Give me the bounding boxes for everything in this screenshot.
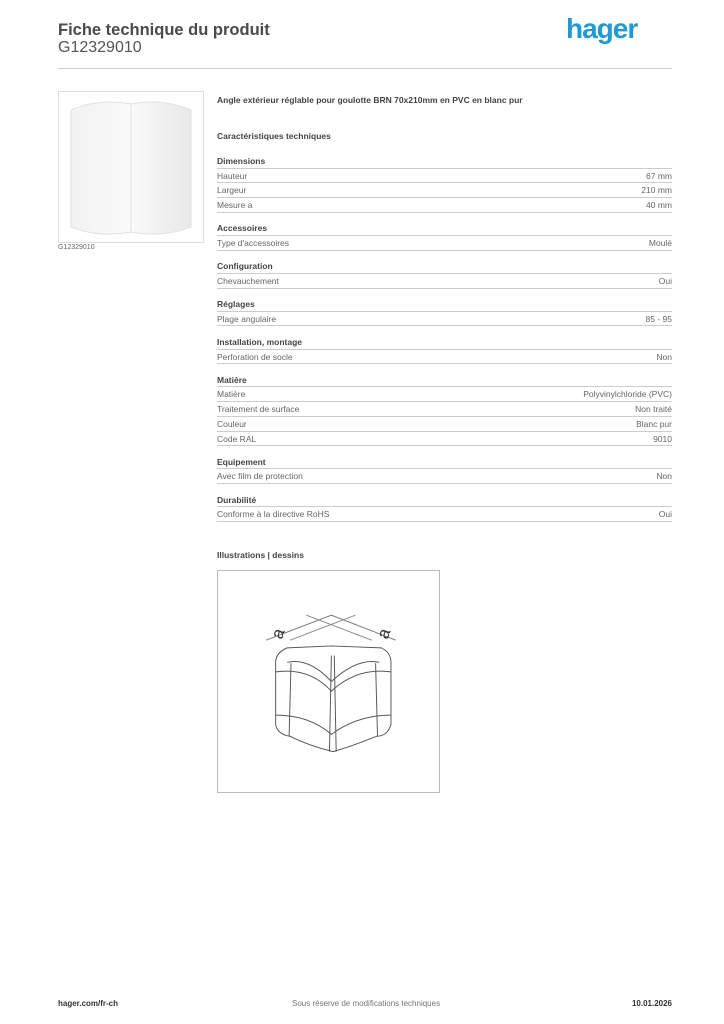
spec-section [217,259,672,288]
spec-value: 85 - 95 [645,313,672,324]
spec-row [217,312,672,327]
product-title: Angle extérieur réglable pour goulotte BRN 70x210mm en PVC en blanc pur [217,95,523,105]
spec-value: Non [656,351,672,362]
section-heading: Installation, montage [217,335,672,350]
spec-value: Non [656,471,672,482]
spec-value: 40 mm [646,200,672,211]
product-code: G12329010 [58,39,142,56]
section-heading: Dimensions [217,154,672,169]
spec-value: 67 mm [646,170,672,181]
spec-row [217,350,672,365]
spec-label: Couleur [217,418,247,429]
header-divider [58,68,672,69]
spec-value: Oui [658,509,672,520]
spec-value: Polyvinylchloride (PVC) [583,389,672,400]
spec-section [217,335,672,364]
spec-value: Non traité [635,404,672,415]
spec-label: Type d'accessoires [217,237,290,248]
section-heading: Accessoires [217,221,672,236]
spec-row [217,432,672,447]
spec-value: Blanc pur [636,418,672,429]
dimension-label-right: a [372,625,395,642]
spec-row [217,387,672,402]
spec-label: Traitement de surface [217,404,300,415]
spec-label: Largeur [217,185,247,196]
spec-row [217,198,672,213]
footer-notice: Sous réserve de modifications techniques [292,999,441,1008]
spec-section [217,297,672,326]
spec-label: Hauteur [217,170,248,181]
spec-value: 210 mm [641,185,672,196]
section-heading: Réglages [217,297,672,312]
spec-label: Code RAL [217,433,257,444]
spec-section [217,455,672,484]
spec-value: 9010 [653,433,672,444]
photo-caption: G12329010 [58,244,95,251]
spec-label: Avec film de protection [217,471,303,482]
spec-label: Mesure a [217,200,253,211]
illustrations-heading: Illustrations | dessins [217,550,304,560]
spec-value: Oui [658,275,672,286]
spec-row [217,236,672,251]
spec-label: Matière [217,389,246,400]
spec-section [217,493,672,522]
section-heading: Matière [217,373,672,388]
footer-website[interactable]: hager.com/fr-ch [58,999,119,1008]
spec-section [217,373,672,446]
spec-row [217,169,672,184]
spec-label: Conforme à la directive RoHS [217,509,330,520]
hager-logo: hager [566,13,638,44]
spec-row [217,402,672,417]
specs-table [217,154,672,530]
characteristics-heading: Caractéristiques techniques [217,131,331,141]
spec-label: Perforation de socle [217,351,293,362]
section-heading: Equipement [217,455,672,470]
section-heading: Durabilité [217,493,672,508]
spec-row [217,469,672,484]
spec-section [217,154,672,213]
spec-label: Chevauchement [217,275,279,286]
spec-row [217,417,672,432]
spec-row [217,274,672,289]
footer-date: 10.01.2026 [631,999,672,1008]
spec-value: Moulé [648,237,672,248]
section-heading: Configuration [217,259,672,274]
spec-section [217,221,672,250]
product-photo [58,91,204,243]
spec-label: Plage angulaire [217,313,277,324]
page-title: Fiche technique du produit [58,21,270,39]
dimension-label-left: a [266,625,289,642]
spec-row [217,507,672,522]
technical-drawing [217,570,440,793]
spec-row [217,183,672,198]
